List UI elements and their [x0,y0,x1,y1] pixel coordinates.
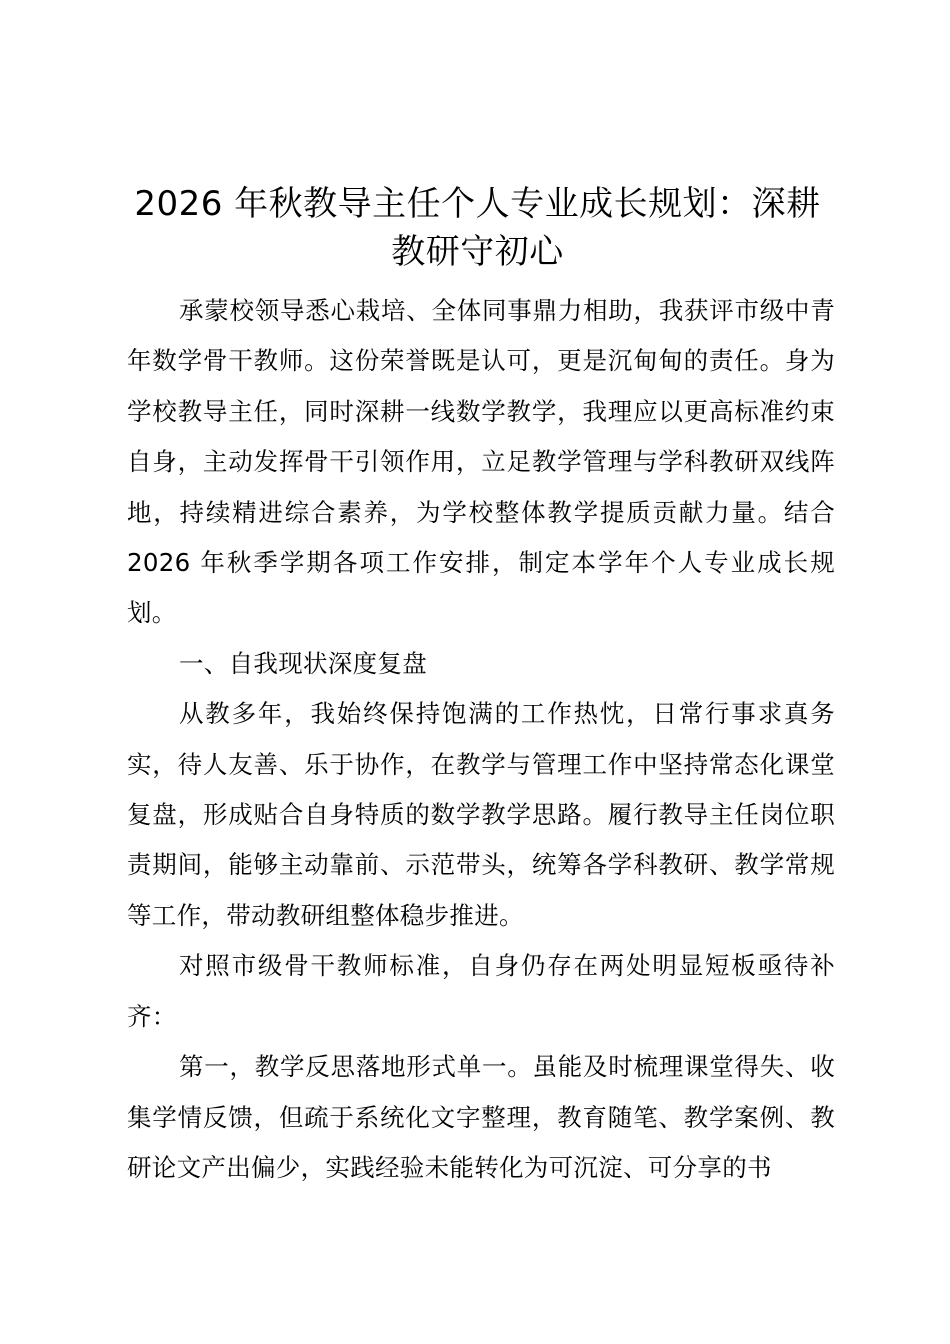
document-body [127,286,835,1193]
paragraph-first-shortcoming: 第一，教学反思落地形式单一。虽能及时梳理课堂得失、收集学情反馈，但疏于系统化文字整理，教育随笔、教学案例、教研论文产出偏少，实践经验未能转化为可沉淀、可分享的书 [127,1052,835,1182]
paragraph-shortcomings: 对照市级骨干教师标准，自身仍存在两处明显短板亟待补齐： [127,951,835,1031]
paragraph-self-review: 从教多年，我始终保持饱满的工作热忱，日常行事求真务实，待人友善、乐于协作，在教学与管理工作中坚持常态化课堂复盘，形成贴合自身特质的数学教学思路。履行教导主任岗位职责期间，能够主动靠前、示范带头，统筹各学科教研、教学常规等工作，带动教研组整体稳步推进。 [127,699,835,930]
document-title: 2026 年秋教导主任个人专业成长规划：深耕教研守初心 [134,184,821,272]
section-heading: 一、自我现状深度复盘 [179,648,427,678]
paragraph-intro: 承蒙校领导悉心栽培、全体同事鼎力相助，我获评市级中青年数学骨干教师。这份荣誉既是认可，更是沉甸甸的责任。身为学校教导主任，同时深耕一线数学教学，我理应以更高标准约束自身，主动发挥骨干引领作用，立足教学管理与学科教研双线阵地，持续精进综合素养，为学校整体教学提质贡献力量。结合 2026 年秋季学期各项工作安排，制定本学年个人专业成长规划。 [127,296,835,628]
